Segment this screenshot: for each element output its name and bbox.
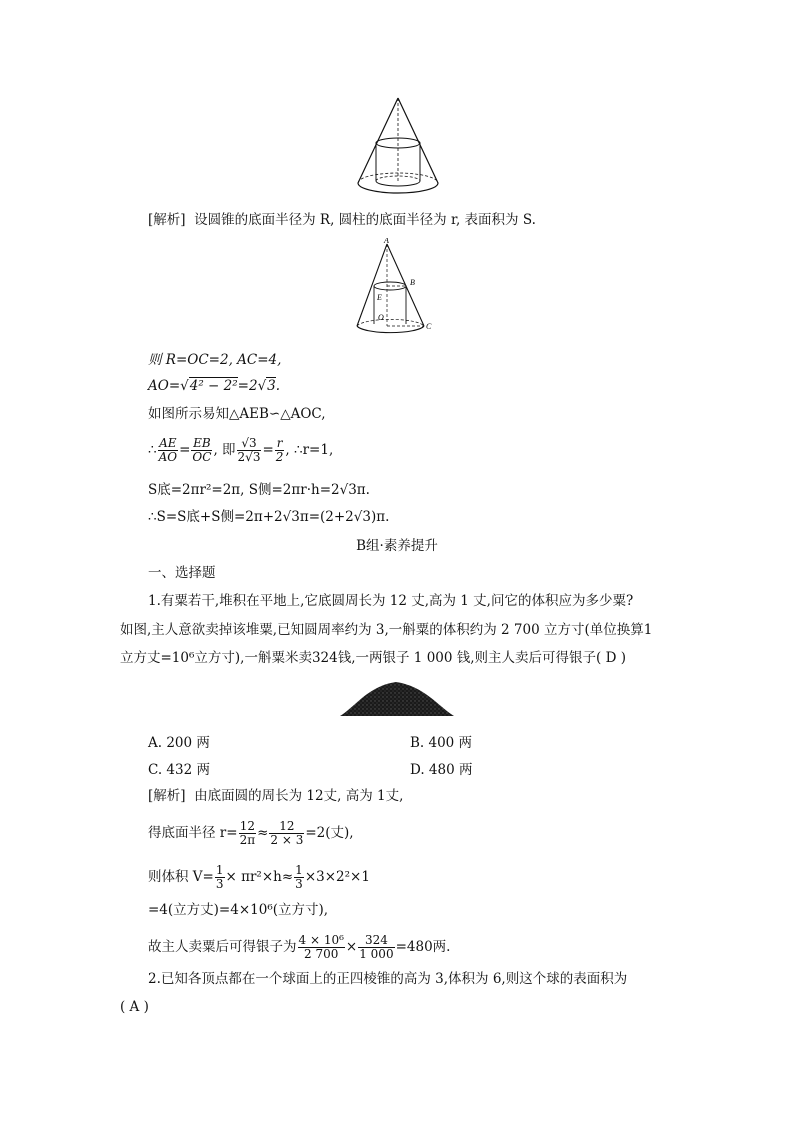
- solution-1-line-2: AO=√4² − 2²=2√3.: [148, 378, 281, 394]
- label-o: O: [378, 313, 384, 322]
- solution-2-line-1: [解析] 由底面圆的周长为 12丈, 高为 1丈,: [148, 788, 404, 804]
- cone-cylinder-figure: [350, 95, 450, 200]
- question-1-line-2: 如图,主人意欲卖掉该堆粟,已知圆周率约为 3,一斛粟的体积约为 2 700 立方寸(单位换算1: [120, 622, 653, 638]
- labeled-cone-figure: [352, 238, 442, 338]
- option-a[interactable]: A. 200 两: [148, 735, 210, 751]
- question-1-line-1: 1.有粟若干,堆积在平地上,它底圆周长为 12 丈,高为 1 丈,问它的体积应为多少粟?: [148, 593, 634, 609]
- question-2-line-2: ( A ): [120, 999, 149, 1015]
- label-e: E: [377, 293, 382, 302]
- label-c: C: [426, 322, 432, 331]
- solution-1-intro: [解析] 设圆锥的底面半径为 R, 圆柱的底面半径为 r, 表面积为 S.: [148, 212, 536, 228]
- solution-1-line-3: 如图所示易知△AEB∽△AOC,: [148, 406, 326, 422]
- option-b[interactable]: B. 400 两: [410, 735, 473, 751]
- question-1-line-3: 立方丈=10⁶立方寸),一斛粟米卖324钱,一两银子 1 000 钱,则主人卖后可得银子( D ): [120, 650, 626, 666]
- option-d[interactable]: D. 480 两: [410, 762, 473, 778]
- solution-1-line-4: ∴ $\frac{AE}{AO}$ = $\frac{EB}{OC}$ , 即 $\frac{√3}{2√3}$ = $\frac{r}{2}$ , ∴r=1,: [148, 436, 334, 464]
- solution-1-line-6: ∴S=S底+S侧=2π+2√3π=(2+2√3)π.: [148, 509, 390, 525]
- solution-2-line-4: =4(立方丈)=4×10⁶(立方寸),: [148, 902, 329, 918]
- label-b: B: [410, 278, 415, 287]
- option-c[interactable]: C. 432 两: [148, 762, 210, 778]
- grain-pile-image: [338, 676, 456, 718]
- solution-2-line-5: 故主人卖粟后可得银子为 $\frac{\text{4 × 10⁶}}{2 700}$ × $\frac{324}{1 000}$ =480两.: [148, 933, 451, 961]
- solution-2-line-2: 得底面半径 r= $\frac{12}{2\pi}$ ≈ $\frac{12}{2 \times 3}$ =2(丈),: [148, 819, 354, 847]
- part-1-heading: 一、选择题: [148, 565, 216, 581]
- solution-1-line-1: 则 R=OC=2, AC=4,: [148, 352, 282, 368]
- question-2-line-1: 2.已知各顶点都在一个球面上的正四棱锥的高为 3,体积为 6,则这个球的表面积为: [148, 971, 628, 987]
- label-a: A: [384, 238, 389, 245]
- solution-1-line-5: S底=2πr²=2π, S侧=2πr·h=2√3π.: [148, 482, 370, 498]
- section-b-heading: B组·素养提升: [356, 538, 438, 554]
- solution-2-line-3: 则体积 V= $\frac{1}{3}$ × πr²×h≈ $\frac{1}{3}$ ×3×2²×1: [148, 863, 370, 891]
